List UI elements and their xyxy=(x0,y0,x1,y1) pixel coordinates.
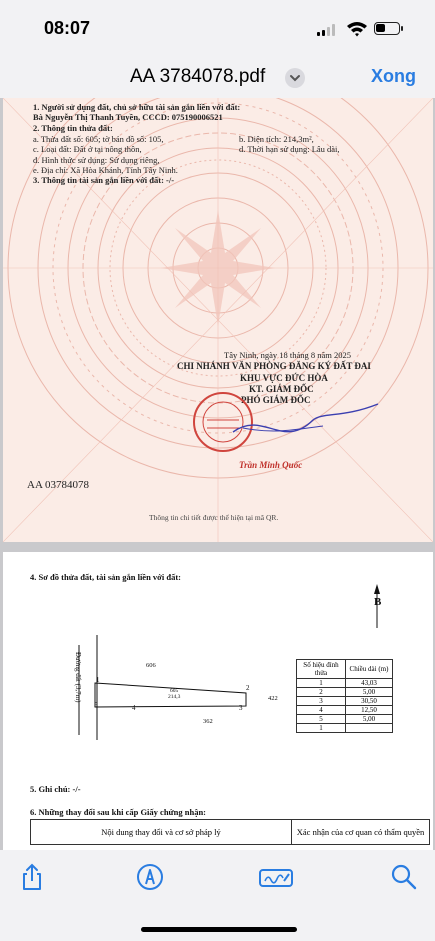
section-5-heading: 5. Ghi chú: -/- xyxy=(30,784,81,794)
parcel-number: a. Thửa đất số: 605; tờ bản đồ số: 105, xyxy=(33,134,164,144)
parcel-address: e. Địa chỉ: Xã Hòa Khánh, Tỉnh Tây Ninh. xyxy=(33,165,178,175)
neighbor-parcel-south: 362 xyxy=(203,718,213,725)
table-row: 3 30,50 xyxy=(297,697,393,706)
home-indicator xyxy=(141,927,297,932)
neighbor-parcel-east: 422 xyxy=(268,695,278,702)
edge-length-table xyxy=(296,659,393,733)
section-2-heading: 2. Thông tin thửa đất: xyxy=(33,123,113,133)
section-1-heading: 1. Người sử dụng đất, chủ sở hữu tài sản gắn liền với đất: xyxy=(33,102,241,112)
certificate-serial: AA 03784078 xyxy=(27,479,90,491)
vertex-label: 2 xyxy=(246,684,250,692)
north-label: B xyxy=(374,596,382,608)
table-row: 4 12,50 xyxy=(297,706,393,715)
status-bar xyxy=(0,0,435,56)
pdf-page-1 xyxy=(3,98,433,542)
battery-icon xyxy=(374,22,400,35)
parcel-area-label: 214,3 xyxy=(168,694,181,700)
owner-name: Bà Nguyễn Thị Thanh Tuyền, CCCD: 075190006521 xyxy=(33,112,223,122)
cellular-signal-icon xyxy=(317,24,339,36)
usage-form: đ. Hình thức sử dụng: Sử dụng riêng, xyxy=(33,155,160,165)
director-title: KT. GIÁM ĐỐC xyxy=(249,384,314,394)
office-name: CHI NHÁNH VĂN PHÒNG ĐĂNG KÝ ĐẤT ĐAI xyxy=(177,361,371,371)
official-seal xyxy=(193,390,383,454)
parcel-number-label: 605 xyxy=(170,688,179,694)
issue-date: Tây Ninh, ngày 18 tháng 8 năm 2025 xyxy=(224,350,352,360)
vertex-label: 1 xyxy=(96,676,100,684)
signature-icon[interactable] xyxy=(258,862,294,892)
chevron-down-icon[interactable] xyxy=(285,68,305,88)
vertex-label: 3 xyxy=(239,704,243,712)
vertex-label: 4 xyxy=(132,704,136,712)
table-header-length: Chiều dài (m) xyxy=(346,660,393,679)
table-row: 1 43,03 xyxy=(297,679,393,688)
deputy-title: PHÓ GIÁM ĐỐC xyxy=(241,395,311,405)
usage-term: d. Thời hạn sử dụng: Lâu dài, xyxy=(239,144,340,154)
qr-note: Thông tin chi tiết được thể hiện tại mã QR. xyxy=(149,513,279,522)
table-row: 2 5,00 xyxy=(297,688,393,697)
land-type: c. Loại đất: Đất ở tại nông thôn, xyxy=(33,144,142,154)
table-header-point: Số hiệu đỉnh thửa xyxy=(297,660,346,679)
table-row: 5 5,00 xyxy=(297,715,393,724)
share-icon[interactable] xyxy=(17,862,47,892)
wifi-icon xyxy=(346,21,368,37)
document-title[interactable]: AA 3784078.pdf xyxy=(130,66,266,87)
office-area: KHU VỰC ĐỨC HÒA xyxy=(240,373,328,383)
changes-header-content: Nội dung thay đổi và cơ sở pháp lý xyxy=(31,820,292,845)
vertex-label: 5 xyxy=(94,701,98,709)
section-6-heading: 6. Những thay đổi sau khi cấp Giấy chứng nhận: xyxy=(30,807,207,817)
markup-icon[interactable] xyxy=(135,862,165,892)
table-row: 1 xyxy=(297,724,393,733)
section-4-heading: 4. Sơ đồ thửa đất, tài sản gắn liền với đất: xyxy=(30,572,182,582)
signer-name: Trần Minh Quốc xyxy=(239,460,303,470)
search-icon[interactable] xyxy=(389,862,419,892)
changes-header-confirmation: Xác nhận của cơ quan có thẩm quyền xyxy=(292,820,430,845)
parcel-area: b. Diện tích: 214,3m², xyxy=(239,134,314,144)
done-button[interactable]: Xong xyxy=(371,66,416,86)
changes-table xyxy=(30,819,430,845)
status-time: 08:07 xyxy=(44,18,91,38)
neighbor-parcel-north: 606 xyxy=(146,662,156,669)
road-label: Đường đất (3,7m) xyxy=(74,652,82,703)
section-3-heading: 3. Thông tin tài sản gắn liền với đất: -/- xyxy=(33,175,175,185)
